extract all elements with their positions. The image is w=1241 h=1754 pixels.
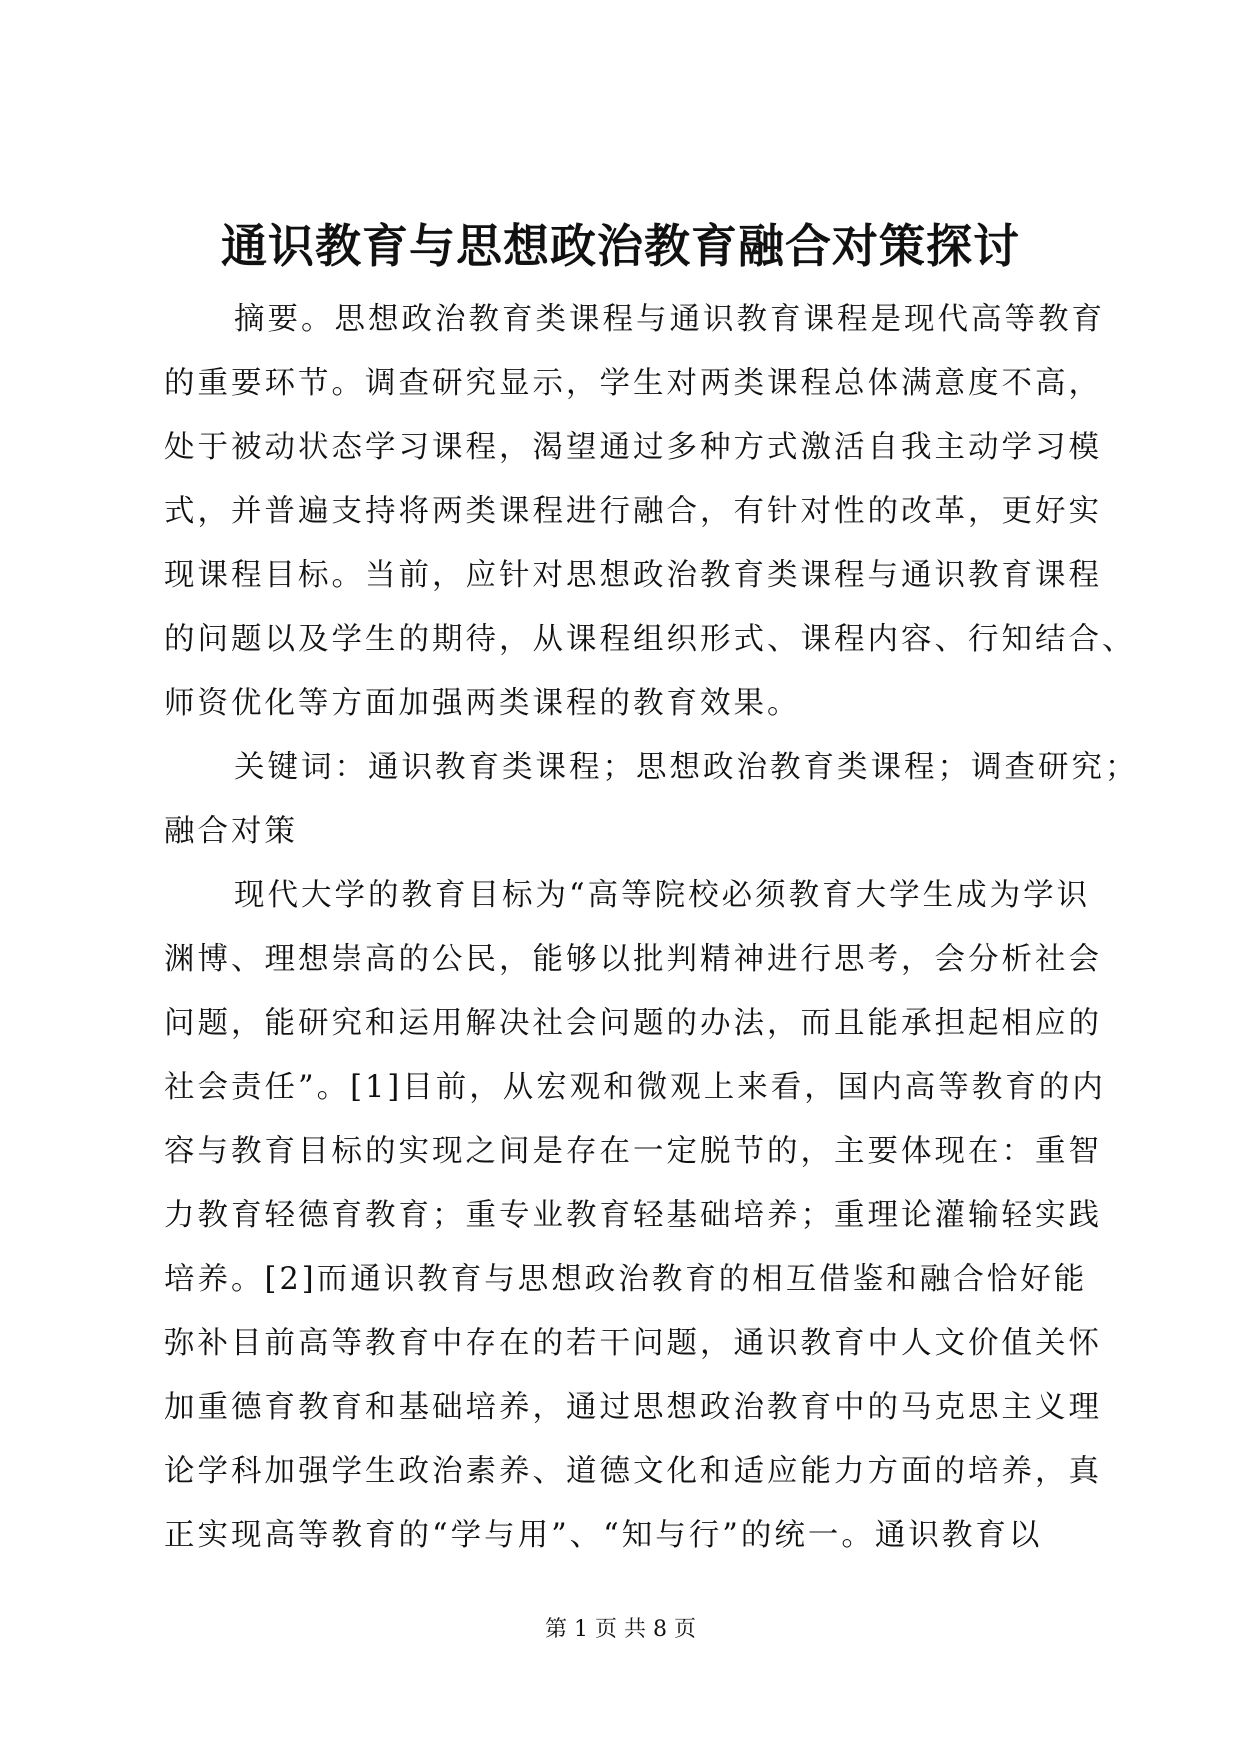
body-line: 论学科加强学生政治素养、道德文化和适应能力方面的培养，真 bbox=[164, 1454, 1102, 1489]
document-body bbox=[164, 288, 1139, 1568]
body-line: 加重德育教育和基础培养，通过思想政治教育中的马克思主义理 bbox=[164, 1390, 1102, 1425]
body-line: 问题，能研究和运用解决社会问题的办法，而且能承担起相应的 bbox=[164, 1006, 1102, 1041]
body-line: 容与教育目标的实现之间是存在一定脱节的，主要体现在：重智 bbox=[164, 1134, 1102, 1169]
body-line: 融合对策 bbox=[164, 814, 298, 849]
body-line: 摘要。思想政治教育类课程与通识教育课程是现代高等教育 bbox=[234, 302, 1105, 337]
body-line: 处于被动状态学习课程，渴望通过多种方式激活自我主动学习模 bbox=[164, 430, 1102, 465]
body-line: 力教育轻德育教育；重专业教育轻基础培养；重理论灌输轻实践 bbox=[164, 1198, 1102, 1233]
body-line: 的重要环节。调查研究显示，学生对两类课程总体满意度不高， bbox=[164, 366, 1102, 401]
document-title: 通识教育与思想政治教育融合对策探讨 bbox=[221, 219, 1020, 273]
body-line: 渊博、理想崇高的公民，能够以批判精神进行思考，会分析社会 bbox=[164, 942, 1102, 977]
body-line: 关键词：通识教育类课程；思想政治教育类课程；调查研究； bbox=[234, 750, 1139, 785]
body-line: 培养。[2]而通识教育与思想政治教育的相互借鉴和融合恰好能 bbox=[164, 1262, 1088, 1297]
body-line: 弥补目前高等教育中存在的若干问题，通识教育中人文价值关怀 bbox=[164, 1326, 1102, 1361]
body-line: 社会责任”。[1]目前，从宏观和微观上来看，国内高等教育的内 bbox=[164, 1070, 1106, 1105]
page-footer: 第 1 页 共 8 页 bbox=[545, 1617, 696, 1642]
body-line: 现代大学的教育目标为“高等院校必须教育大学生成为学识 bbox=[234, 878, 1091, 913]
body-line: 现课程目标。当前，应针对思想政治教育类课程与通识教育课程 bbox=[164, 558, 1102, 593]
body-line: 的问题以及学生的期待，从课程组织形式、课程内容、行知结合、 bbox=[164, 622, 1136, 657]
body-line: 师资优化等方面加强两类课程的教育效果。 bbox=[164, 686, 801, 721]
body-line: 式，并普遍支持将两类课程进行融合，有针对性的改革，更好实 bbox=[164, 494, 1102, 529]
body-line: 正实现高等教育的“学与用”、“知与行”的统一。通识教育以 bbox=[164, 1518, 1043, 1553]
